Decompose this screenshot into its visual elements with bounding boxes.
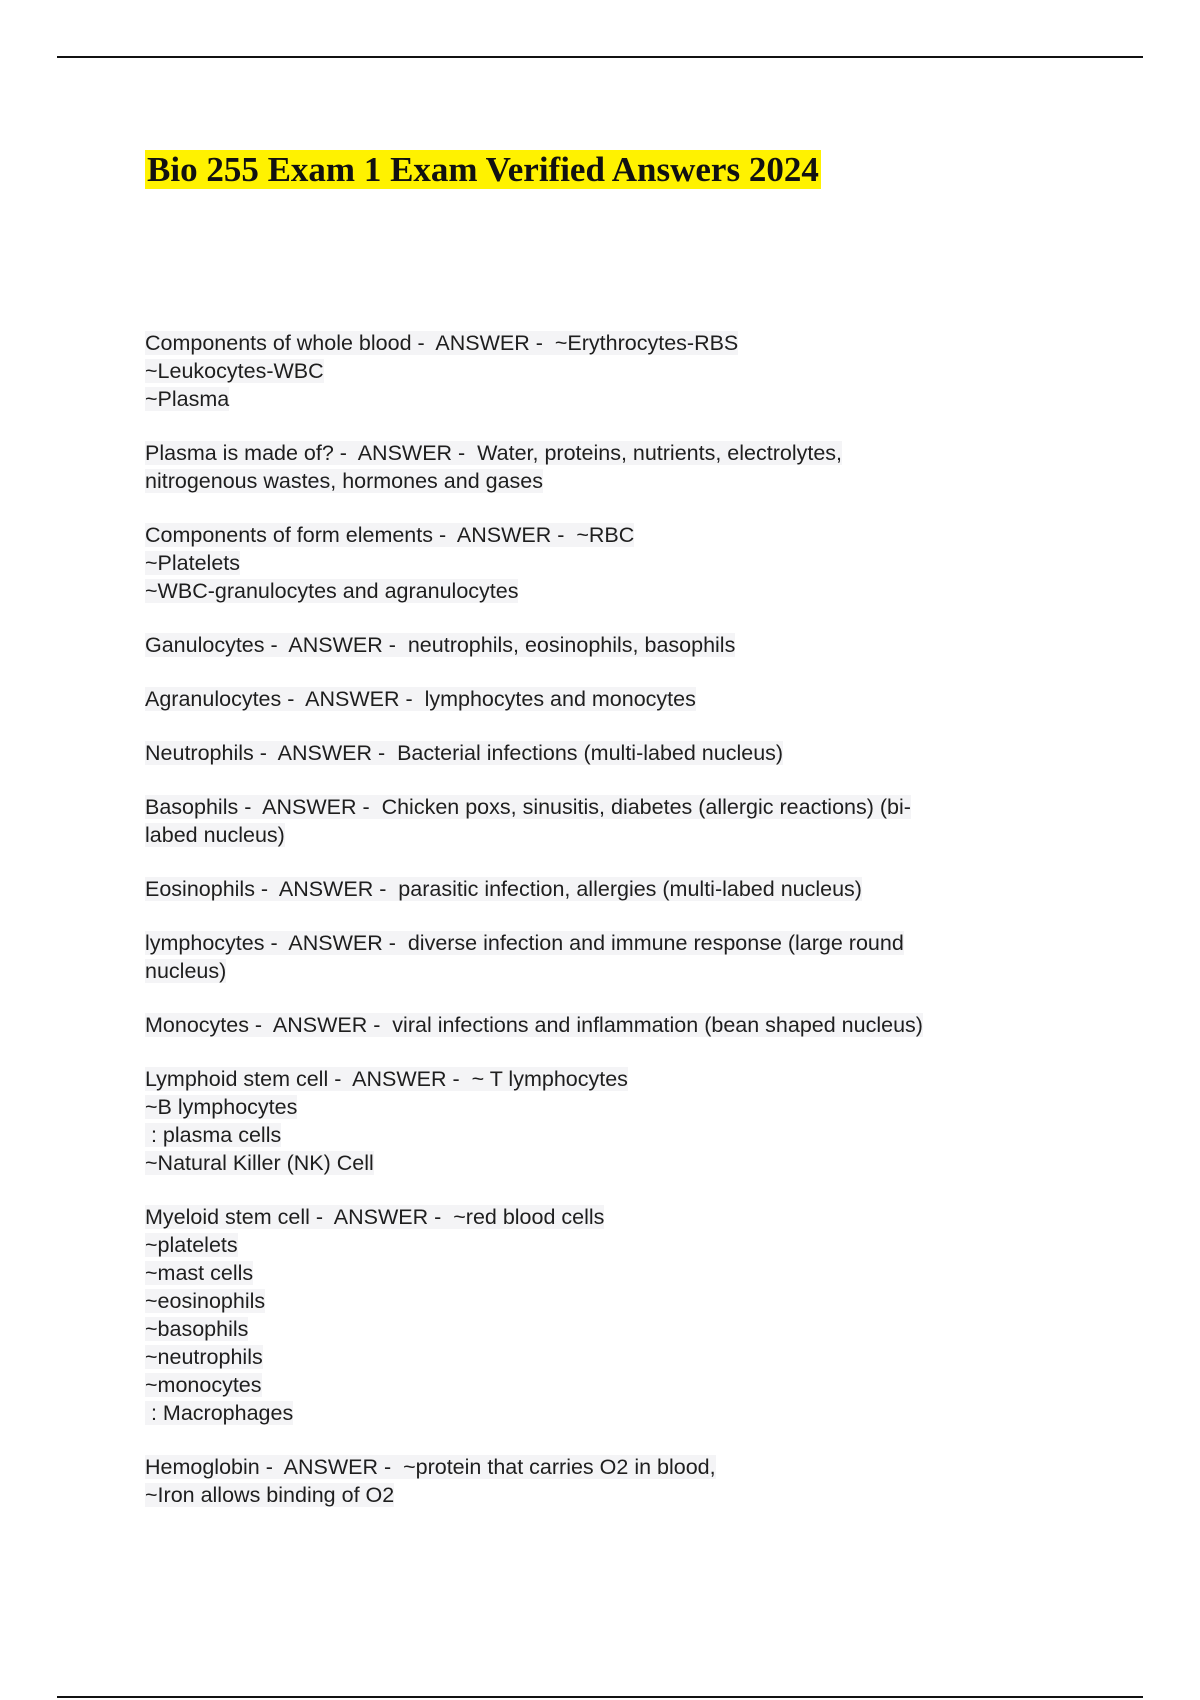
qa-line [145,1121,1045,1149]
qa-line [145,329,1045,357]
qa-item [145,739,1045,767]
qa-item [145,875,1045,903]
qa-line [145,685,1045,713]
qa-line-text: nitrogenous wastes, hormones and gases [145,469,543,493]
qa-line-text: ~WBC-granulocytes and agranulocytes [145,579,519,603]
qa-line [145,875,1045,903]
qa-line-text: Hemoglobin - ANSWER - ~protein that carries O2 in blood, [145,1455,716,1479]
title-highlight: Bio 255 Exam 1 Exam Verified Answers 2024 [147,150,819,189]
qa-item [145,793,1045,849]
qa-line [145,821,1045,849]
qa-line-text: ~B lymphocytes [145,1095,298,1119]
qa-item [145,929,1045,985]
qa-line [145,631,1045,659]
qa-line-text: nucleus) [145,959,227,983]
qa-line [145,957,1045,985]
qa-item [145,1065,1045,1177]
qa-line [145,1149,1045,1177]
qa-line-text: ~basophils [145,1317,249,1341]
qa-line-text: Lymphoid stem cell - ANSWER - ~ T lymphocytes [145,1067,628,1091]
qa-line [145,739,1045,767]
document-title [145,146,821,194]
qa-line [145,1011,1045,1039]
qa-item [145,1011,1045,1039]
qa-line [145,1203,1045,1231]
qa-line [145,577,1045,605]
qa-line-text: Plasma is made of? - ANSWER - Water, proteins, nutrients, electrolytes, [145,441,843,465]
qa-item [145,439,1045,495]
qa-line-text: ~Natural Killer (NK) Cell [145,1151,374,1175]
qa-line-text: ~Leukocytes-WBC [145,359,324,383]
qa-line-text: Monocytes - ANSWER - viral infections and inflammation (bean shaped nucleus) [145,1013,923,1037]
qa-line-text: Components of whole blood - ANSWER - ~Erythrocytes-RBS [145,331,739,355]
qa-line [145,1287,1045,1315]
qa-line-text: : Macrophages [145,1401,294,1425]
qa-list [145,329,1045,1535]
qa-line [145,439,1045,467]
qa-line-text: Myeloid stem cell - ANSWER - ~red blood cells [145,1205,605,1229]
footer-rule [57,1696,1143,1698]
qa-line-text: ~Plasma [145,387,230,411]
qa-item [145,329,1045,413]
qa-line-text: ~Iron allows binding of O2 [145,1483,395,1507]
qa-item [145,521,1045,605]
qa-line-text: ~Platelets [145,551,241,575]
qa-line [145,1453,1045,1481]
qa-line-text: ~platelets [145,1233,238,1257]
qa-line-text: ~neutrophils [145,1345,263,1369]
qa-line-text: Ganulocytes - ANSWER - neutrophils, eosinophils, basophils [145,633,736,657]
qa-line-text: : plasma cells [145,1123,282,1147]
qa-line [145,549,1045,577]
qa-line-text: Agranulocytes - ANSWER - lymphocytes and monocytes [145,687,696,711]
qa-line-text: Eosinophils - ANSWER - parasitic infection, allergies (multi-labed nucleus) [145,877,862,901]
qa-line [145,793,1045,821]
qa-item [145,631,1045,659]
qa-line [145,521,1045,549]
qa-line-text: labed nucleus) [145,823,285,847]
header-rule [57,56,1143,58]
qa-line [145,1231,1045,1259]
qa-line [145,1343,1045,1371]
qa-item [145,1203,1045,1427]
qa-line [145,385,1045,413]
qa-line-text: ~eosinophils [145,1289,266,1313]
qa-line [145,1481,1045,1509]
qa-line-text: Components of form elements - ANSWER - ~RBC [145,523,635,547]
qa-line-text: Neutrophils - ANSWER - Bacterial infections (multi-labed nucleus) [145,741,784,765]
qa-line [145,1093,1045,1121]
qa-line-text: Basophils - ANSWER - Chicken poxs, sinusitis, diabetes (allergic reactions) (bi- [145,795,911,819]
qa-item [145,685,1045,713]
qa-item [145,1453,1045,1509]
qa-line [145,357,1045,385]
qa-line-text: lymphocytes - ANSWER - diverse infection and immune response (large round [145,931,904,955]
qa-line [145,1065,1045,1093]
qa-line [145,467,1045,495]
qa-line [145,1315,1045,1343]
qa-line-text: ~mast cells [145,1261,254,1285]
qa-line-text: ~monocytes [145,1373,262,1397]
qa-line [145,929,1045,957]
qa-line [145,1259,1045,1287]
qa-line [145,1371,1045,1399]
qa-line [145,1399,1045,1427]
